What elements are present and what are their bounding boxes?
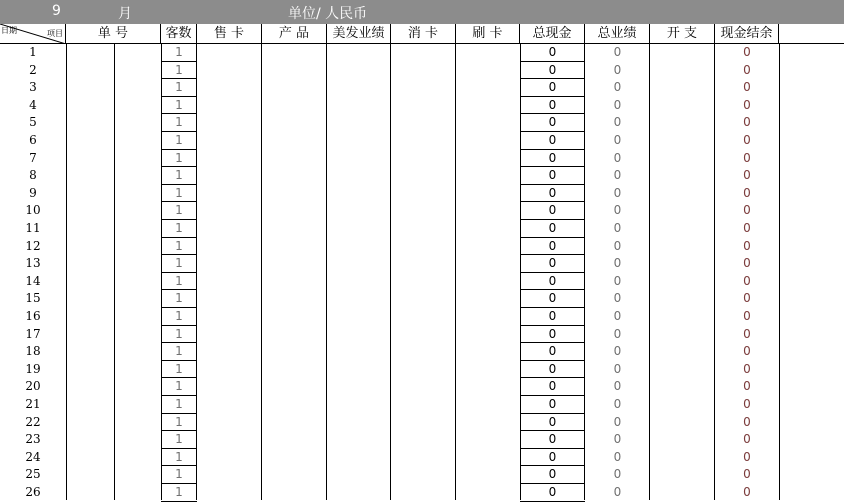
day-cell[interactable]: 19 — [25, 361, 41, 376]
customers-cell[interactable]: 1 — [161, 185, 197, 203]
customers-cell[interactable]: 1 — [161, 343, 197, 361]
total-perf-cell[interactable]: 0 — [613, 62, 622, 77]
total-cash-cell[interactable]: 0 — [520, 431, 585, 449]
day-cell[interactable]: 18 — [25, 344, 41, 359]
header-cash-balance[interactable]: 现金结余 — [715, 24, 779, 44]
day-cell[interactable]: 5 — [29, 115, 37, 130]
day-cell[interactable]: 22 — [25, 414, 41, 429]
customers-cell[interactable]: 1 — [161, 273, 197, 291]
cash-balance-cell[interactable]: 0 — [743, 80, 751, 95]
customers-cell[interactable]: 1 — [161, 414, 197, 432]
total-perf-cell[interactable]: 0 — [613, 168, 622, 183]
column-divider — [66, 44, 67, 500]
customers-cell[interactable]: 1 — [161, 79, 197, 97]
header-expense[interactable]: 开 支 — [650, 24, 715, 44]
total-perf-cell[interactable]: 0 — [613, 309, 622, 323]
header-total-perf[interactable]: 总业绩 — [585, 24, 650, 44]
total-perf-cell[interactable]: 0 — [613, 485, 622, 499]
total-cash-cell[interactable]: 0 — [520, 414, 585, 432]
total-cash-cell[interactable]: 0 — [520, 273, 585, 291]
day-cell[interactable]: 4 — [29, 97, 37, 112]
cash-balance-cell[interactable]: 0 — [743, 309, 751, 323]
total-perf-cell[interactable]: 0 — [613, 291, 622, 306]
cash-balance-cell[interactable]: 0 — [743, 449, 751, 464]
day-cell[interactable]: 8 — [29, 168, 37, 183]
cash-balance-cell[interactable]: 0 — [743, 185, 751, 200]
header-blank — [779, 24, 844, 44]
cash-balance-cell[interactable]: 0 — [743, 379, 751, 394]
month-label: 月 — [118, 6, 132, 22]
total-cash-cell[interactable]: 0 — [520, 185, 585, 203]
cash-balance-cell[interactable]: 0 — [743, 414, 751, 429]
header-order-no[interactable]: 单 号 — [66, 24, 161, 44]
total-cash-cell[interactable]: 0 — [520, 202, 585, 220]
cash-balance-cell[interactable]: 0 — [743, 221, 751, 235]
day-cell[interactable]: 25 — [25, 467, 41, 482]
customers-cell[interactable]: 1 — [161, 326, 197, 344]
cash-balance-cell[interactable]: 0 — [743, 485, 751, 499]
cash-balance-cell[interactable]: 0 — [743, 273, 751, 288]
total-cash-cell[interactable]: 0 — [520, 114, 585, 132]
unit-label: 单位/ 人民币 — [288, 6, 368, 22]
day-cell[interactable]: 20 — [25, 379, 41, 394]
total-cash-cell[interactable]: 0 — [520, 97, 585, 115]
header-card-use[interactable]: 消 卡 — [391, 24, 456, 44]
total-perf-cell[interactable]: 0 — [613, 238, 622, 253]
cash-balance-cell[interactable]: 0 — [743, 203, 751, 218]
cash-balance-cell[interactable]: 0 — [743, 397, 751, 411]
day-cell[interactable]: 6 — [29, 133, 37, 147]
total-perf-cell[interactable]: 0 — [613, 432, 622, 447]
customers-cell[interactable]: 1 — [161, 132, 197, 150]
total-perf-cell[interactable]: 0 — [613, 133, 622, 147]
total-cash-cell[interactable]: 0 — [520, 343, 585, 361]
total-cash-cell[interactable]: 0 — [520, 466, 585, 484]
total-cash-cell[interactable]: 0 — [520, 449, 585, 467]
header-total-cash[interactable]: 总现金 — [520, 24, 585, 44]
day-cell[interactable]: 10 — [25, 203, 41, 218]
total-perf-cell[interactable]: 0 — [613, 414, 622, 429]
cash-balance-cell[interactable]: 0 — [743, 115, 751, 130]
total-perf-cell[interactable]: 0 — [613, 344, 622, 359]
total-cash-cell[interactable]: 0 — [520, 238, 585, 256]
total-perf-cell[interactable]: 0 — [613, 326, 622, 341]
cash-balance-cell[interactable]: 0 — [743, 291, 751, 306]
header-date-item-corner[interactable] — [0, 24, 66, 44]
column-divider — [326, 44, 327, 500]
total-cash-cell[interactable]: 0 — [520, 44, 585, 62]
day-cell[interactable]: 9 — [29, 185, 37, 200]
customers-cell[interactable]: 1 — [161, 97, 197, 115]
day-cell[interactable]: 26 — [25, 485, 41, 499]
customers-cell[interactable]: 1 — [161, 114, 197, 132]
customers-cell[interactable]: 1 — [161, 255, 197, 273]
total-cash-cell[interactable]: 0 — [520, 378, 585, 396]
cash-balance-cell[interactable]: 0 — [743, 344, 751, 359]
customers-cell[interactable]: 1 — [161, 396, 197, 414]
day-cell[interactable]: 15 — [25, 291, 41, 306]
customers-cell[interactable]: 1 — [161, 220, 197, 238]
total-perf-cell[interactable]: 0 — [613, 397, 622, 411]
day-cell[interactable]: 11 — [25, 221, 41, 235]
day-cell[interactable]: 17 — [25, 326, 41, 341]
total-perf-cell[interactable]: 0 — [613, 379, 622, 394]
day-cell[interactable]: 2 — [29, 62, 37, 77]
header-salon-perf[interactable]: 美发业绩 — [327, 24, 391, 44]
total-perf-cell[interactable]: 0 — [613, 449, 622, 464]
customers-cell[interactable]: 1 — [161, 167, 197, 185]
total-perf-cell[interactable]: 0 — [613, 273, 622, 288]
column-divider — [779, 44, 780, 500]
header-item-label: 项目 — [47, 29, 63, 38]
customers-cell[interactable]: 1 — [161, 449, 197, 467]
total-perf-cell[interactable]: 0 — [613, 150, 622, 165]
day-cell[interactable]: 21 — [25, 397, 41, 411]
header-card-sale[interactable]: 售 卡 — [197, 24, 262, 44]
day-cell[interactable]: 24 — [25, 449, 41, 464]
total-perf-cell[interactable]: 0 — [613, 221, 622, 235]
customers-cell[interactable]: 1 — [161, 44, 197, 62]
total-cash-cell[interactable]: 0 — [520, 396, 585, 414]
total-cash-cell[interactable]: 0 — [520, 361, 585, 379]
cash-balance-cell[interactable]: 0 — [743, 238, 751, 253]
title-banner — [0, 0, 844, 24]
customers-cell[interactable]: 1 — [161, 202, 197, 220]
customers-cell[interactable]: 1 — [161, 290, 197, 308]
total-cash-cell[interactable]: 0 — [520, 167, 585, 185]
customers-cell[interactable]: 1 — [161, 431, 197, 449]
total-perf-cell[interactable]: 0 — [613, 97, 622, 112]
cash-balance-cell[interactable]: 0 — [743, 168, 751, 183]
day-cell[interactable]: 3 — [29, 80, 37, 95]
header-customers[interactable]: 客数 — [161, 24, 197, 44]
customers-cell[interactable]: 1 — [161, 238, 197, 256]
total-cash-cell[interactable]: 0 — [520, 290, 585, 308]
total-cash-cell[interactable]: 0 — [520, 220, 585, 238]
customers-cell[interactable]: 1 — [161, 308, 197, 326]
customers-cell[interactable]: 1 — [161, 62, 197, 80]
customers-cell[interactable]: 1 — [161, 150, 197, 168]
column-divider — [390, 44, 391, 500]
month-number: 9 — [52, 3, 61, 19]
column-divider — [455, 44, 456, 500]
day-cell[interactable]: 13 — [25, 256, 41, 271]
column-divider — [114, 44, 115, 500]
day-cell[interactable]: 16 — [25, 309, 41, 323]
total-perf-cell[interactable]: 0 — [613, 361, 622, 376]
day-cell[interactable]: 1 — [29, 45, 37, 59]
customers-cell[interactable]: 1 — [161, 378, 197, 396]
total-cash-cell[interactable]: 0 — [520, 79, 585, 97]
cash-balance-cell[interactable]: 0 — [743, 432, 751, 447]
cash-balance-cell[interactable]: 0 — [743, 326, 751, 341]
day-cell[interactable]: 12 — [25, 238, 41, 253]
total-cash-cell[interactable]: 0 — [520, 62, 585, 80]
total-cash-cell[interactable]: 0 — [520, 484, 585, 502]
total-perf-cell[interactable]: 0 — [613, 80, 622, 95]
total-perf-cell[interactable]: 0 — [613, 467, 622, 482]
total-perf-cell[interactable]: 0 — [613, 256, 622, 271]
total-cash-cell[interactable]: 0 — [520, 150, 585, 168]
cash-balance-cell[interactable]: 0 — [743, 97, 751, 112]
customers-cell[interactable]: 1 — [161, 466, 197, 484]
day-cell[interactable]: 23 — [25, 432, 41, 447]
total-cash-cell[interactable]: 0 — [520, 326, 585, 344]
cash-balance-cell[interactable]: 0 — [743, 45, 751, 59]
cash-balance-cell[interactable]: 0 — [743, 256, 751, 271]
total-cash-cell[interactable]: 0 — [520, 132, 585, 150]
customers-cell[interactable]: 1 — [161, 361, 197, 379]
header-product[interactable]: 产 品 — [262, 24, 327, 44]
customers-cell[interactable]: 1 — [161, 484, 197, 502]
total-perf-cell[interactable]: 0 — [613, 115, 622, 130]
total-cash-cell[interactable]: 0 — [520, 308, 585, 326]
cash-balance-cell[interactable]: 0 — [743, 133, 751, 147]
cash-balance-cell[interactable]: 0 — [743, 150, 751, 165]
day-cell[interactable]: 7 — [29, 150, 37, 165]
day-cell[interactable]: 14 — [25, 273, 41, 288]
total-perf-cell[interactable]: 0 — [613, 45, 622, 59]
header-card-swipe[interactable]: 刷 卡 — [456, 24, 520, 44]
cash-balance-cell[interactable]: 0 — [743, 62, 751, 77]
total-perf-cell[interactable]: 0 — [613, 185, 622, 200]
header-date-label: 日期 — [1, 26, 17, 35]
cash-balance-cell[interactable]: 0 — [743, 361, 751, 376]
total-cash-cell[interactable]: 0 — [520, 255, 585, 273]
column-divider — [261, 44, 262, 500]
total-perf-cell[interactable]: 0 — [613, 203, 622, 218]
cash-balance-cell[interactable]: 0 — [743, 467, 751, 482]
